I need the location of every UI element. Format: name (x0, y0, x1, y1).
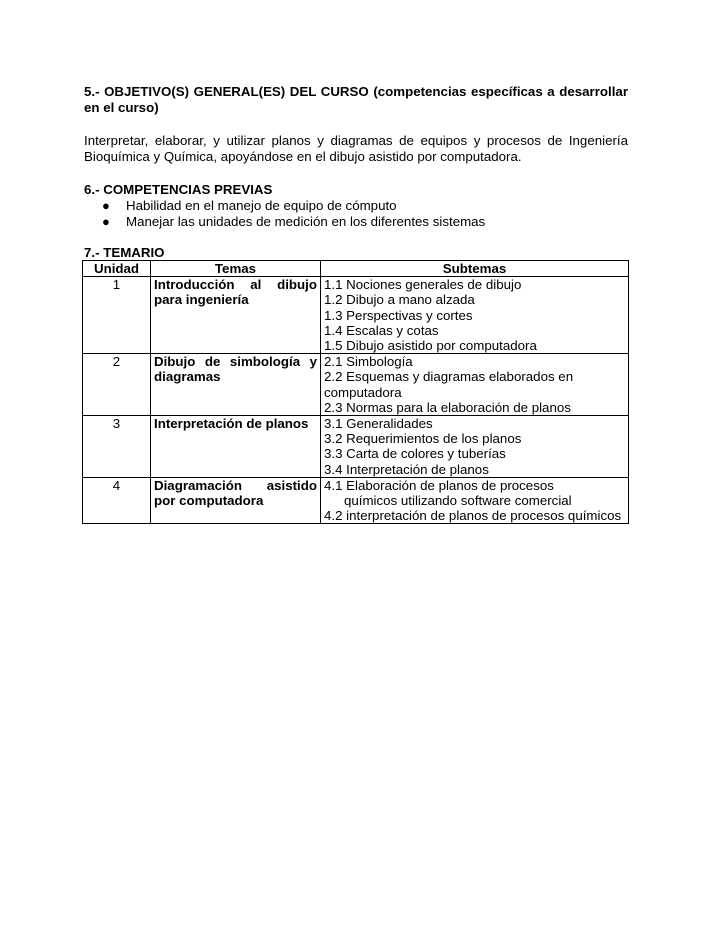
unit-number: 1 (83, 277, 151, 354)
unit-number: 3 (83, 416, 151, 478)
table-row (83, 416, 629, 478)
prior-competencies-list (84, 198, 628, 230)
column-header-subtemas: Subtemas (321, 261, 629, 277)
subtopic: 4.2 interpretación de planos de procesos químicos (324, 508, 622, 524)
subtopic: computadora (324, 384, 402, 400)
subtopic: 3.1 Generalidades (324, 416, 433, 432)
unit-subtopics (321, 354, 629, 416)
unit-topic-line: Introducción al dibujo (154, 277, 317, 293)
subtopic: 2.2 Esquemas y diagramas elaborados en (324, 369, 574, 385)
subtopic: 1.5 Dibujo asistido por computadora (324, 338, 537, 354)
subtopic: 1.1 Nociones generales de dibujo (324, 277, 522, 293)
unit-topic-line: diagramas (154, 369, 221, 385)
unit-topic-line: para ingeniería (154, 292, 249, 308)
table-row (83, 477, 629, 524)
subtopic: 2.1 Simbología (324, 354, 413, 370)
temario-table (82, 260, 629, 524)
unit-topic-line: Interpretación de planos (154, 416, 309, 432)
bullet-icon: ● (102, 214, 110, 229)
unit-topic-line: Diagramación asistido (154, 477, 317, 493)
unit-topic (151, 277, 321, 354)
list-item-text: Habilidad en el manejo de equipo de cómputo (126, 198, 397, 213)
subtopic: 3.3 Carta de colores y tuberías (324, 446, 506, 462)
unit-topic-line: por computadora (154, 493, 264, 509)
unit-topic-line: Dibujo de simbología y (154, 354, 317, 370)
unit-number: 4 (83, 477, 151, 524)
column-header-temas: Temas (151, 261, 321, 277)
subtopic: 2.3 Normas para la elaboración de planos (324, 399, 571, 415)
section-7-heading: 7.- TEMARIO (84, 245, 165, 260)
unit-subtopics (321, 477, 629, 524)
unit-subtopics (321, 416, 629, 478)
subtopic: 1.4 Escalas y cotas (324, 322, 439, 338)
subtopic: químicos utilizando software comercial (344, 493, 572, 509)
subtopic: 3.4 Interpretación de planos (324, 461, 489, 477)
list-item-text: Manejar las unidades de medición en los diferentes sistemas (126, 214, 486, 229)
table-row (83, 277, 629, 354)
unit-topic (151, 416, 321, 478)
bullet-icon: ● (102, 198, 110, 213)
table-row (83, 354, 629, 416)
list-item (84, 198, 628, 214)
list-item (84, 214, 628, 230)
column-header-unidad: Unidad (83, 261, 151, 277)
unit-topic (151, 354, 321, 416)
section-5-text: Interpretar, elaborar, y utilizar planos y diagramas de equipos y procesos de Ingeniería Bioquímica y Química, apoyándose en el dibujo asistido por computadora. (84, 133, 628, 164)
subtopic: 4.1 Elaboración de planos de procesos (324, 477, 554, 493)
section-5-heading: 5.- OBJETIVO(S) GENERAL(ES) DEL CURSO (competencias específicas a desarrollar en el curso) (84, 84, 628, 115)
document-page (84, 84, 628, 524)
subtopic: 1.3 Perspectivas y cortes (324, 307, 473, 323)
unit-number: 2 (83, 354, 151, 416)
table-header-row (83, 261, 629, 277)
subtopic: 1.2 Dibujo a mano alzada (324, 292, 475, 308)
section-6-heading: 6.- COMPETENCIAS PREVIAS (84, 182, 273, 197)
unit-topic (151, 477, 321, 524)
unit-subtopics (321, 277, 629, 354)
subtopic: 3.2 Requerimientos de los planos (324, 431, 522, 447)
